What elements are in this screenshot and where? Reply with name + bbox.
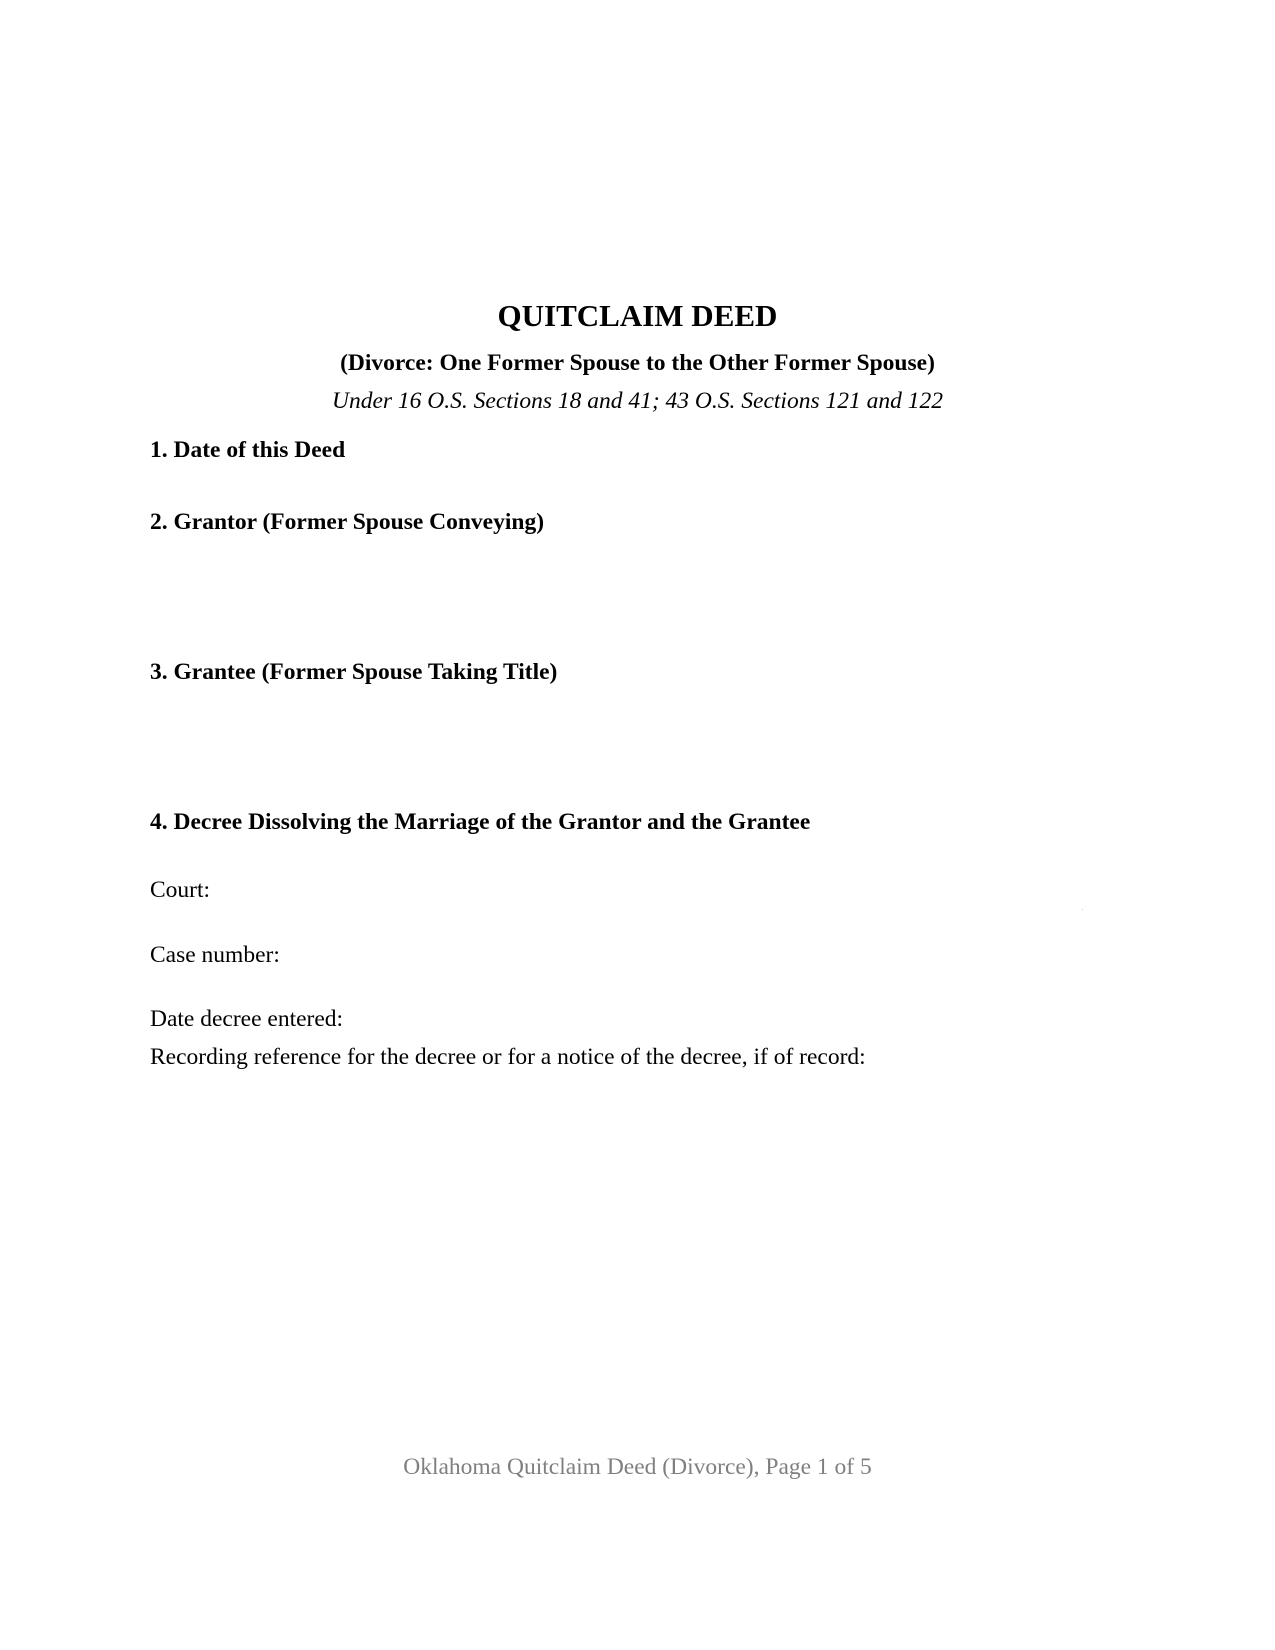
scan-speck [1082, 909, 1083, 910]
statute-reference: Under 16 O.S. Sections 18 and 41; 43 O.S. Sections 121 and 122 [332, 388, 943, 414]
section-grantee-heading: 3. Grantee (Former Spouse Taking Title) [150, 659, 558, 685]
recording-reference-label: Recording reference for the decree or for a notice of the decree, if of record: [150, 1044, 866, 1070]
section-date-heading: 1. Date of this Deed [150, 437, 346, 463]
case-number-label: Case number: [150, 942, 280, 968]
page-footer: Oklahoma Quitclaim Deed (Divorce), Page 1 of 5 [403, 1454, 872, 1480]
document-title: QUITCLAIM DEED [497, 298, 778, 333]
date-decree-entered-label: Date decree entered: [150, 1006, 344, 1032]
section-decree-heading: 4. Decree Dissolving the Marriage of the Grantor and the Grantee [150, 809, 811, 835]
document-subtitle: (Divorce: One Former Spouse to the Other Former Spouse) [340, 350, 935, 376]
court-label: Court: [150, 877, 211, 903]
section-grantor-heading: 2. Grantor (Former Spouse Conveying) [150, 509, 545, 535]
